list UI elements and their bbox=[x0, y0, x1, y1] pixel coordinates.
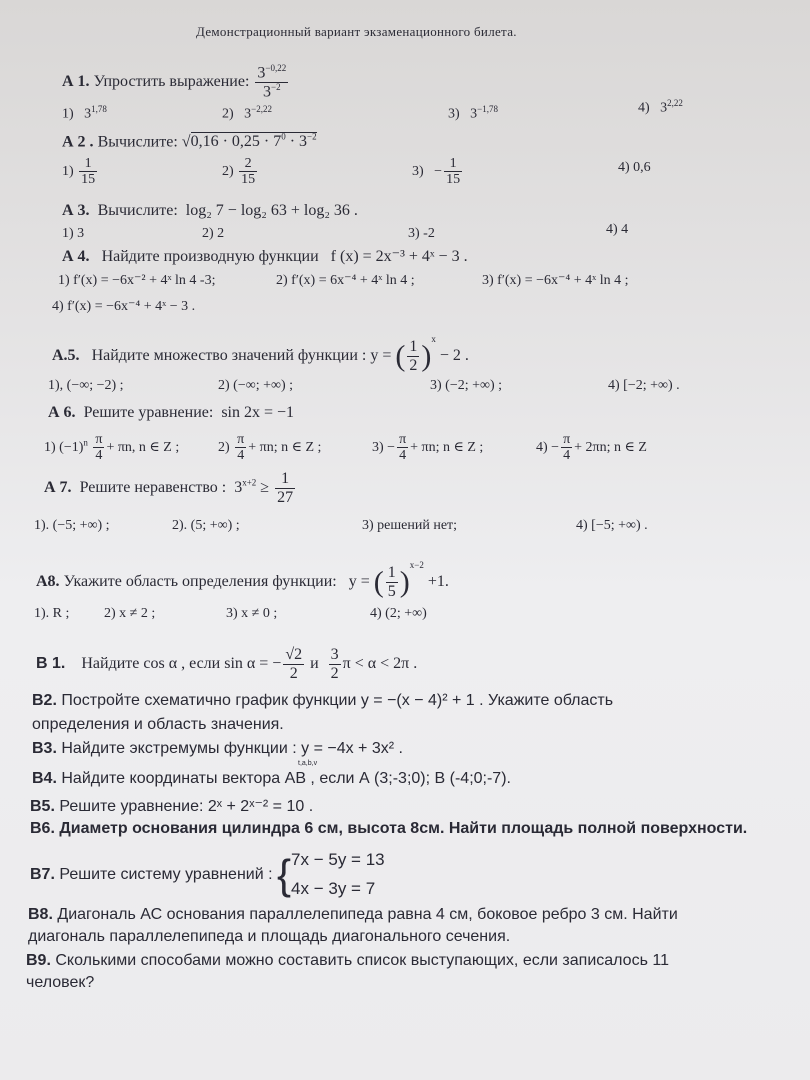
task-b6: В6. Диаметр основания цилиндра 6 см, высота 8см. Найти площадь полной поверхности. bbox=[30, 820, 748, 837]
a1-option-2: 2) $3^{-2,22}$ bbox=[222, 104, 272, 122]
task-a6: А 6. Решите уравнение: sin 2x = −1 bbox=[48, 404, 295, 421]
task-b8-line2: диагональ параллелепипеда и площадь диагонального сечения. bbox=[28, 928, 511, 945]
task-b1: В 1. Найдите cos α , если sin α = − $\frac{√2}{2}$ и $\frac{3}{2}$ π < α < 2π . bbox=[36, 646, 418, 682]
a4-option-3: 3) f′(x) = −6x⁻⁴ + 4ˣ ln 4 ; bbox=[482, 273, 629, 288]
b4-handwritten-mark: t,a,b,v bbox=[298, 760, 318, 767]
a1-option-3: 3) $3^{-1,78}$ bbox=[448, 104, 498, 122]
a1-option-1: 1) 3$^{1,78}$ bbox=[62, 104, 107, 122]
a8-option-2: 2) x ≠ 2 ; bbox=[104, 606, 156, 621]
task-a2: А 2 . Вычислите: $√0,16 \cdot 0,25 \cdot 7^0 \cdot 3^{-2}$ bbox=[62, 132, 317, 151]
task-b8: В8. Диагональ АС основания параллелепипеда равна 4 см, боковое ребро 3 см. Найти bbox=[28, 906, 678, 923]
a5-option-2: 2) (−∞; +∞) ; bbox=[218, 378, 294, 393]
a8-option-1: 1). R ; bbox=[34, 606, 70, 621]
task-a4: А 4. Найдите производную функции f (x) = 2x⁻³ + 4ˣ − 3 . bbox=[62, 248, 468, 265]
task-b2: В2. Постройте схематично график функции y = −(x − 4)² + 1 . Укажите область bbox=[32, 692, 614, 709]
task-a1-fraction: $\frac{3^{-0,22}}{3^{-2}}$ bbox=[257, 63, 287, 101]
a5-option-3: 3) (−2; +∞) ; bbox=[430, 378, 503, 393]
a8-option-3: 3) x ≠ 0 ; bbox=[226, 606, 278, 621]
task-b7: В7. Решите систему уравнений : { 7x − 5y = 13 4x − 3y = 7 bbox=[30, 846, 385, 904]
task-a3: А 3. Вычислите: log₂ 7 − log₂ 63 + log₂ 36 . bbox=[62, 202, 358, 219]
a7-option-4: 4) [−5; +∞) . bbox=[576, 518, 648, 533]
task-b5: В5. Решите уравнение: 2ˣ + 2ˣ⁻² = 10 . bbox=[30, 798, 314, 815]
task-b2-line2: определения и область значения. bbox=[32, 716, 284, 733]
a2-option-3: 3) − $\frac{1}{15}$ bbox=[412, 156, 461, 188]
a3-option-3: 3) -2 bbox=[408, 226, 435, 241]
task-a8: А8. Укажите область определения функции: y = ( $\frac{1}{5}$ )$^{x-2}$ +1. bbox=[36, 560, 449, 600]
a3-expression: log₂ 7 − log₂ 63 + log₂ 36 . bbox=[185, 202, 358, 219]
a6-equation: sin 2x = −1 bbox=[221, 404, 295, 421]
task-b3: В3. Найдите экстремумы функции : y = −4x + 3x² . bbox=[32, 740, 403, 757]
a8-option-4: 4) (2; +∞) bbox=[370, 606, 427, 621]
task-a7: А 7. Решите неравенство : $3^{x+2}$ ≥ $\frac{1}{27}$ bbox=[44, 470, 294, 506]
a6-option-2: 2) $\frac{\pi}{4}$ + πn; n ∈ Z ; bbox=[218, 432, 322, 464]
a2-radical: $√0,16 \cdot 0,25 \cdot 7^0 \cdot 3^{-2}$ bbox=[181, 132, 317, 151]
task-a1: А 1. Упростить выражение: $\frac{3^{-0,22}}{3^{-2}}$ bbox=[62, 63, 287, 101]
a4-option-1: 1) f′(x) = −6x⁻² + 4ˣ ln 4 -3; bbox=[58, 273, 216, 288]
a2-option-4: 4) 0,6 bbox=[618, 160, 651, 175]
a3-option-2: 2) 2 bbox=[202, 226, 225, 241]
a3-option-1: 1) 3 bbox=[62, 226, 85, 241]
a1-option-4: 4) 3$^{2,22}$ bbox=[638, 98, 683, 116]
task-b9: В9. Сколькими способами можно составить список выступающих, если записалось 11 bbox=[26, 952, 669, 969]
a7-option-1: 1). (−5; +∞) ; bbox=[34, 518, 110, 533]
a2-option-1: 1) $\frac{1}{15}$ bbox=[62, 156, 96, 188]
a6-option-3: 3) − $\frac{\pi}{4}$ + πn; n ∈ Z ; bbox=[372, 432, 484, 464]
a2-option-2: 2) $\frac{2}{15}$ bbox=[222, 156, 256, 188]
a6-option-4: 4) − $\frac{\pi}{4}$ + 2πn; n ∈ Z bbox=[536, 432, 647, 464]
a5-option-4: 4) [−2; +∞) . bbox=[608, 378, 680, 393]
task-a5: А.5. Найдите множество значений функции : y = ( $\frac{1}{2}$ )$^x$ − 2 . bbox=[52, 334, 469, 374]
a3-option-4: 4) 4 bbox=[606, 222, 629, 237]
a7-option-3: 3) решений нет; bbox=[362, 518, 458, 533]
b7-system: 7x − 5y = 13 4x − 3y = 7 bbox=[291, 850, 385, 898]
a4-option-2: 2) f′(x) = 6x⁻⁴ + 4ˣ ln 4 ; bbox=[276, 273, 415, 288]
a7-option-2: 2). (5; +∞) ; bbox=[172, 518, 240, 533]
a4-function: f (x) = 2x⁻³ + 4ˣ − 3 . bbox=[330, 248, 468, 265]
task-a1-prompt: Упростить выражение: bbox=[93, 73, 250, 91]
a6-option-1: 1) $(-1)^n$ $\frac{\pi}{4}$ + πn, n ∈ Z ; bbox=[44, 432, 180, 464]
sheet-title: Демонстрационный вариант экзаменационного билета. bbox=[196, 24, 517, 39]
task-b9-line2: человек? bbox=[26, 974, 95, 991]
a4-option-4: 4) f′(x) = −6x⁻⁴ + 4ˣ − 3 . bbox=[52, 299, 196, 314]
task-b4: В4. Найдите координаты вектора AB , если А (3;-3;0); В (-4;0;-7). bbox=[32, 770, 511, 787]
a5-option-1: 1), (−∞; −2) ; bbox=[48, 378, 124, 393]
